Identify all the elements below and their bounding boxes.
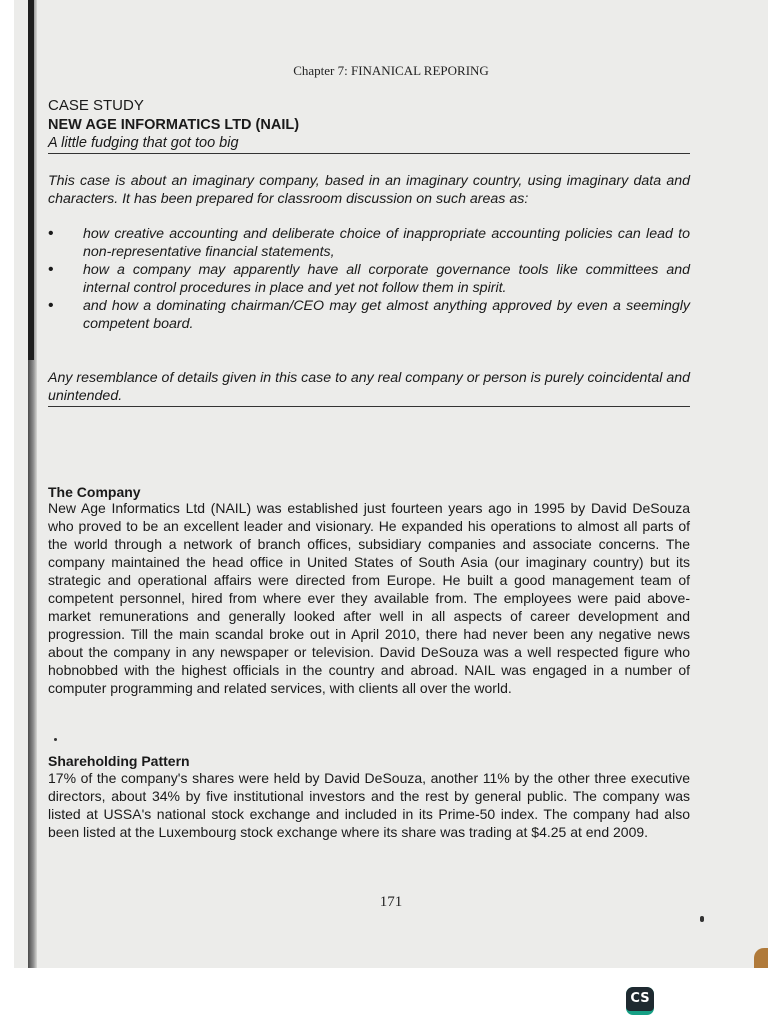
bullet-text: how creative accounting and deliberate choice of inappropriate accounting policies can lead to non-representative financial statements, (83, 226, 690, 260)
bullet-text: how a company may apparently have all corporate governance tools like committees and internal control procedures in place and yet not follow them in spirit. (83, 262, 690, 296)
logo-text: CS (630, 991, 650, 1006)
list-item (48, 297, 690, 333)
page-corner (754, 948, 768, 968)
bullet-list (48, 225, 690, 333)
case-subtitle: A little fudging that got too big (48, 135, 239, 151)
bullet-icon: • (48, 297, 54, 314)
section-body-shareholding: 17% of the company's shares were held by David DeSouza, another 11% by the other three executive directors, about 34% by five institutional investors and the rest by general public. The company was listed at USSA's national stock exchange and included in its Prime-50 index. The company had also been listed at the Luxembourg stock exchange where its share was trading at $4.25 at end 2009. (48, 770, 690, 840)
bullet-icon: • (48, 225, 54, 242)
list-item (48, 225, 690, 261)
camscanner-logo-icon (626, 987, 654, 1015)
list-item (48, 261, 690, 297)
disclaimer-paragraph: Any resemblance of details given in this case to any real company or person is purely coincidental and unintended. (48, 370, 690, 404)
intro-paragraph: This case is about an imaginary company, based in an imaginary country, using imaginary data and characters. It has been prepared for classroom discussion on such areas as: (48, 173, 690, 207)
chapter-header: Chapter 7: FINANICAL REPORING (293, 63, 489, 78)
section-title-shareholding: Shareholding Pattern (48, 753, 190, 769)
section-body-company: New Age Informatics Ltd (NAIL) was established just fourteen years ago in 1995 by David DeSouza who proved to be an excellent leader and visionary. He expanded his operations to almost all parts of the world through a network of branch offices, subsidiary companies and associate concerns. The company maintained the head office in United States of South Asia (our imaginary country) but its strategic and operational affairs were directed from Europe. He built a good management team of competent personnel, hired from where ever they available from. The employees were paid above-market remunerations and generally looked after well in all aspects of career development and progression. Till the main scandal broke out in April 2010, there had never been any negative news about the company in any newspaper or television. David DeSouza was a well respected figure who hobnobbed with the highest officials in the country and abroad. NAIL was engaged in a number of computer programming and related services, with clients all over the world. (48, 500, 690, 696)
bullet-text: and how a dominating chairman/CEO may get almost anything approved by even a seemingly competent board. (83, 298, 690, 332)
scan-speck (700, 916, 704, 922)
binding-shadow (28, 0, 34, 360)
section-title-company: The Company (48, 484, 141, 500)
case-study-label: CASE STUDY (48, 97, 144, 114)
scan-speck (54, 738, 57, 741)
top-divider (48, 153, 690, 154)
page-number: 171 (379, 894, 403, 910)
case-title: NEW AGE INFORMATICS LTD (NAIL) (48, 117, 300, 133)
scanned-page (14, 0, 768, 968)
bottom-divider (48, 406, 690, 407)
bullet-icon: • (48, 261, 54, 278)
